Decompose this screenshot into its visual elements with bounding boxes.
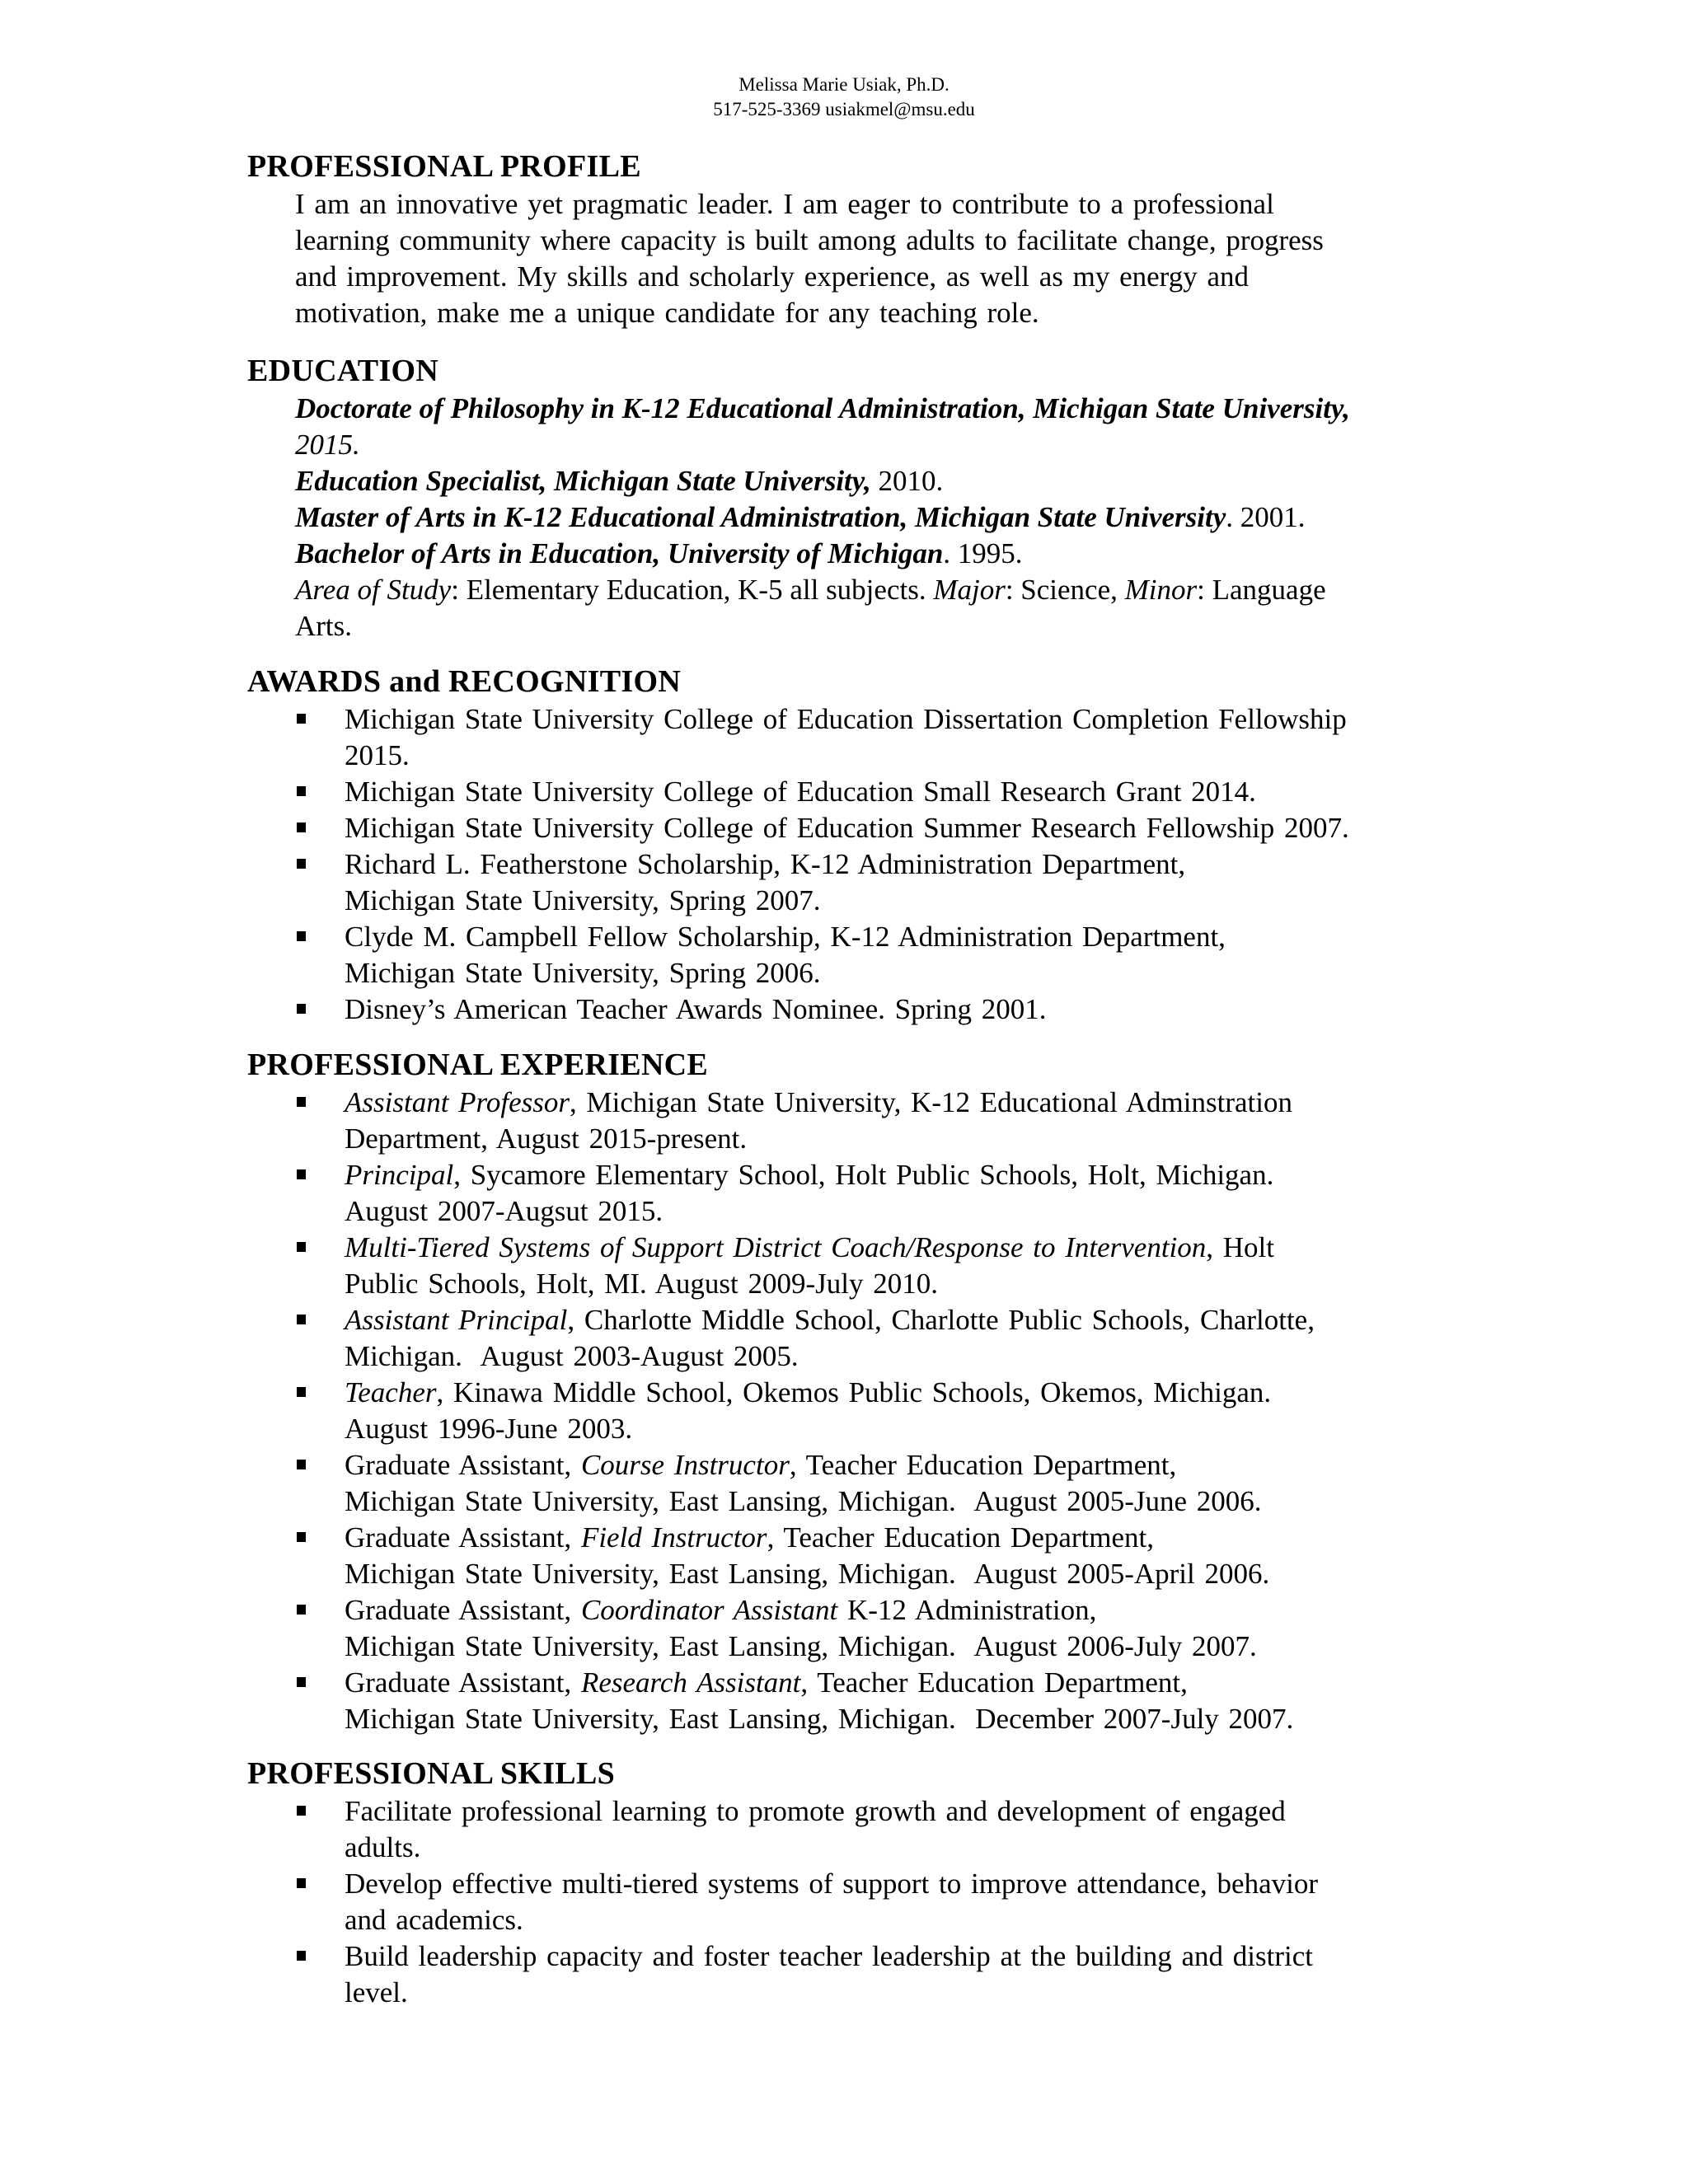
item-line: Michigan State University, East Lansing, Michigan. August 2005-June 2006. xyxy=(345,1485,1262,1517)
item-line: Michigan State University College of Education Small Research Grant 2014. xyxy=(345,776,1256,808)
profile-line: motivation, make me a unique candidate for any teaching role. xyxy=(295,297,1039,329)
item-line: Develop effective multi-tiered systems of support to improve attendance, behavior xyxy=(345,1868,1318,1900)
bullet-icon xyxy=(297,931,306,941)
item-line xyxy=(345,1665,1482,1701)
section-title-skills: PROFESSIONAL SKILLS xyxy=(247,1756,616,1791)
item-line: Public Schools, Holt, MI. August 2009-July 2010. xyxy=(345,1268,938,1300)
major-label: Major xyxy=(933,574,1006,606)
list-item xyxy=(295,701,1482,774)
item-prefix: Graduate Assistant, xyxy=(345,1521,581,1554)
education-study xyxy=(295,572,1474,608)
list-item xyxy=(295,919,1482,991)
item-line: Michigan State University, Spring 2007. xyxy=(345,884,821,916)
item-line: August 1996-June 2003. xyxy=(345,1413,633,1445)
bullet-icon xyxy=(297,1806,306,1816)
list-item xyxy=(295,774,1482,810)
item-role: Principal xyxy=(345,1159,454,1191)
major-value: : Science, xyxy=(1005,574,1125,606)
bullet-icon xyxy=(297,1315,306,1324)
item-line: Facilitate professional learning to promote growth and development of engaged xyxy=(345,1795,1286,1827)
item-rest: , Teacher Education Department, xyxy=(767,1521,1155,1554)
education-entry-ba xyxy=(295,536,1474,572)
list-item xyxy=(295,1302,1482,1375)
list-item xyxy=(295,1793,1482,1866)
degree-phd: Doctorate of Philosophy in K-12 Educational Administration, Michigan State University, xyxy=(295,392,1350,424)
item-role: Coordinator Assistant xyxy=(580,1594,838,1626)
education-entry-phd xyxy=(295,391,1474,427)
item-line: adults. xyxy=(345,1831,421,1863)
item-line xyxy=(345,1302,1482,1338)
item-line: Michigan State University College of Education Summer Research Fellowship 2007. xyxy=(345,812,1349,844)
bullet-icon xyxy=(297,1169,306,1179)
item-role: Research Assistant xyxy=(580,1666,801,1699)
list-item xyxy=(295,1938,1482,2011)
list-item xyxy=(295,810,1482,846)
bullet-icon xyxy=(297,1532,306,1542)
education-study-cont: Arts. xyxy=(295,610,353,642)
item-line: and academics. xyxy=(345,1904,523,1936)
education-list xyxy=(295,391,1474,644)
item-line xyxy=(345,1447,1482,1483)
item-role: Field Instructor xyxy=(580,1521,767,1554)
list-item xyxy=(295,1665,1482,1737)
header-contact: 517-525-3369 usiakmel@msu.edu xyxy=(713,99,975,120)
degree-ba-year: . 1995. xyxy=(943,537,1023,569)
item-line: Michigan State University, East Lansing, Michigan. August 2006-July 2007. xyxy=(345,1630,1257,1662)
list-item xyxy=(295,1157,1482,1230)
section-title-experience: PROFESSIONAL EXPERIENCE xyxy=(247,1047,709,1082)
item-line: Michigan State University, East Lansing, Michigan. August 2005-April 2006. xyxy=(345,1558,1270,1590)
list-item xyxy=(295,846,1482,919)
bullet-icon xyxy=(297,823,306,832)
section-title-profile: PROFESSIONAL PROFILE xyxy=(247,149,641,184)
bullet-icon xyxy=(297,1878,306,1888)
bullet-icon xyxy=(297,1242,306,1252)
bullet-icon xyxy=(297,1605,306,1615)
item-line: Michigan State University College of Education Dissertation Completion Fellowship xyxy=(345,703,1347,735)
profile-line: and improvement. My skills and scholarly experience, as well as my energy and xyxy=(295,260,1249,293)
degree-eds: Education Specialist, Michigan State University, xyxy=(295,465,871,497)
item-line xyxy=(345,1230,1482,1266)
item-line: Michigan. August 2003-August 2005. xyxy=(345,1340,799,1372)
item-prefix: Graduate Assistant, xyxy=(345,1594,581,1626)
bullet-icon xyxy=(297,1387,306,1397)
item-rest: , Michigan State University, K-12 Educational Adminstration xyxy=(570,1086,1292,1118)
item-line xyxy=(345,1375,1482,1411)
bullet-icon xyxy=(297,1460,306,1469)
item-role: Multi-Tiered Systems of Support District Coach/Response to Intervention xyxy=(345,1231,1207,1263)
item-role: Assistant Principal xyxy=(345,1304,568,1336)
list-item xyxy=(295,1520,1482,1592)
list-item xyxy=(295,1375,1482,1447)
list-item xyxy=(295,1866,1482,1938)
education-entry-phd-year xyxy=(295,427,1474,463)
experience-list xyxy=(295,1085,1482,1737)
profile-line: learning community where capacity is built among adults to facilitate change, progress xyxy=(295,224,1324,256)
item-line: Michigan State University, Spring 2006. xyxy=(345,957,821,989)
bullet-icon xyxy=(297,1951,306,1961)
degree-ma: Master of Arts in K-12 Educational Administration, Michigan State University xyxy=(295,501,1226,533)
bullet-icon xyxy=(297,714,306,724)
item-prefix: Graduate Assistant, xyxy=(345,1449,581,1481)
header-name: Melissa Marie Usiak, Ph.D. xyxy=(738,74,950,95)
list-item xyxy=(295,991,1482,1028)
item-line: Department, August 2015-present. xyxy=(345,1122,748,1155)
item-line: Richard L. Featherstone Scholarship, K-12 Administration Department, xyxy=(345,848,1186,880)
item-role: Teacher xyxy=(345,1376,437,1408)
item-line xyxy=(345,1520,1482,1556)
bullet-icon xyxy=(297,1097,306,1107)
item-line xyxy=(345,1157,1482,1193)
skills-list xyxy=(295,1793,1482,2011)
item-role: Assistant Professor xyxy=(345,1086,570,1118)
study-value: : Elementary Education, K-5 all subjects. xyxy=(451,574,934,606)
item-line: Clyde M. Campbell Fellow Scholarship, K-12 Administration Department, xyxy=(345,921,1226,953)
degree-eds-year: 2010. xyxy=(870,465,944,497)
section-title-education: EDUCATION xyxy=(247,354,439,388)
item-line: 2015. xyxy=(345,739,410,771)
section-title-awards: AWARDS and RECOGNITION xyxy=(247,664,682,699)
item-line: Michigan State University, East Lansing, Michigan. December 2007-July 2007. xyxy=(345,1703,1294,1735)
item-line: Disney’s American Teacher Awards Nominee. Spring 2001. xyxy=(345,993,1047,1025)
degree-ba: Bachelor of Arts in Education, University of Michigan xyxy=(295,537,944,569)
item-line: Build leadership capacity and foster teacher leadership at the building and district xyxy=(345,1940,1313,1972)
bullet-icon xyxy=(297,1004,306,1014)
list-item xyxy=(295,1085,1482,1157)
list-item xyxy=(295,1592,1482,1665)
item-line xyxy=(345,1592,1482,1629)
item-rest: , Teacher Education Department, xyxy=(800,1666,1188,1699)
profile-line: I am an innovative yet pragmatic leader. I am eager to contribute to a professional xyxy=(295,188,1274,220)
list-item xyxy=(295,1230,1482,1302)
item-rest: , Charlotte Middle School, Charlotte Public Schools, Charlotte, xyxy=(567,1304,1315,1336)
education-entry-ma xyxy=(295,499,1474,536)
minor-label: Minor xyxy=(1124,574,1198,606)
item-line xyxy=(345,1085,1482,1121)
item-line: level. xyxy=(345,1976,408,2008)
minor-value: : Language xyxy=(1197,574,1326,606)
item-line: August 2007-Augsut 2015. xyxy=(345,1195,663,1227)
bullet-icon xyxy=(297,1677,306,1687)
bullet-icon xyxy=(297,786,306,796)
item-prefix: Graduate Assistant, xyxy=(345,1666,581,1699)
item-rest: , Sycamore Elementary School, Holt Public Schools, Holt, Michigan. xyxy=(453,1159,1274,1191)
item-role: Course Instructor xyxy=(580,1449,790,1481)
item-rest: K-12 Administration, xyxy=(837,1594,1097,1626)
item-rest: , Teacher Education Department, xyxy=(789,1449,1177,1481)
degree-phd-year: 2015. xyxy=(295,429,360,461)
list-item xyxy=(295,1447,1482,1520)
degree-ma-year: . 2001. xyxy=(1226,501,1306,533)
item-rest: , Holt xyxy=(1206,1231,1275,1263)
awards-list xyxy=(295,701,1482,1028)
education-entry-eds xyxy=(295,463,1474,499)
study-label: Area of Study xyxy=(295,574,452,606)
profile-text xyxy=(295,186,1474,331)
item-rest: , Kinawa Middle School, Okemos Public Schools, Okemos, Michigan. xyxy=(436,1376,1272,1408)
bullet-icon xyxy=(297,859,306,869)
